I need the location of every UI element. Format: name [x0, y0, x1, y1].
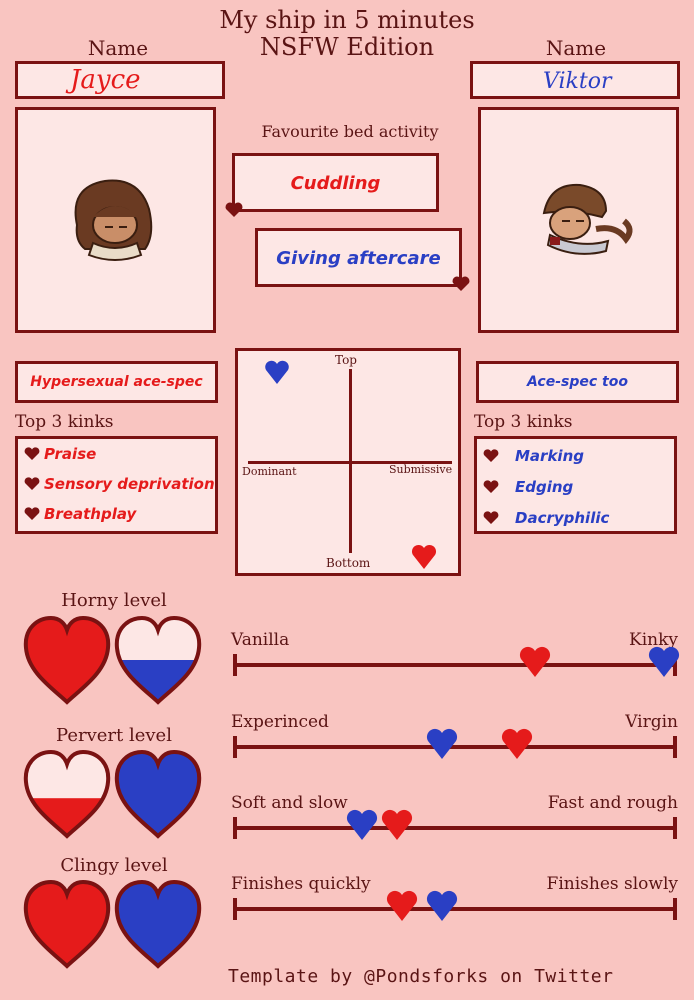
heart-icon: [483, 480, 499, 494]
right-name-box[interactable]: [470, 61, 680, 99]
right-name-label: Name: [545, 36, 607, 60]
chart-label-bottom: Bottom: [326, 556, 371, 570]
footer-credit: Template by @Pondsforks on Twitter: [228, 966, 614, 987]
right-name-value: Viktor: [543, 69, 612, 94]
pervert-level-label: Pervert level: [56, 725, 172, 746]
right-bed-answer-box[interactable]: [255, 228, 462, 287]
red-slider-heart[interactable]: [385, 888, 419, 922]
scale-start-tick: [233, 898, 237, 920]
pervert-red-heart: [22, 748, 112, 840]
clingy-red-heart: [22, 878, 112, 970]
left-kinks-list: [15, 436, 218, 534]
heart-icon: [483, 511, 499, 525]
right-orientation: Ace-spec too: [527, 374, 628, 390]
scale-start-tick: [233, 817, 237, 839]
scale-end-tick: [673, 736, 677, 758]
list-item: Praise: [24, 445, 96, 463]
blue-slider-heart[interactable]: [345, 807, 379, 841]
left-character-chibi: [15, 107, 216, 333]
red-heart-marker: [411, 543, 437, 571]
chart-label-right: Submissive: [389, 463, 453, 476]
scale-track: [233, 826, 677, 830]
heart-icon: [24, 507, 40, 521]
scale-right-label: Virgin: [625, 712, 678, 732]
list-item: Edging: [483, 478, 573, 496]
page-title: My ship in 5 minutes: [219, 6, 475, 34]
right-orientation-box[interactable]: [476, 361, 679, 403]
left-portrait-frame: [15, 107, 216, 333]
chart-label-left: Dominant: [242, 465, 297, 478]
horny-blue-fill: [113, 660, 203, 706]
blue-heart-marker: [264, 359, 290, 385]
left-bed-answer: Cuddling: [290, 173, 381, 194]
right-bed-heart-icon: [452, 276, 470, 292]
left-name-value: Jayce: [70, 65, 141, 95]
scale-end-tick: [673, 817, 677, 839]
scale-right-label: Kinky: [629, 630, 678, 650]
right-character-chibi: [478, 107, 679, 333]
heart-icon: [24, 447, 40, 461]
list-item: Dacryphilic: [483, 509, 609, 527]
left-name-box[interactable]: [15, 61, 225, 99]
horny-red-heart: [22, 614, 112, 706]
scale-left-label: Experinced: [231, 712, 329, 732]
heart-icon: [24, 477, 40, 491]
scale-start-tick: [233, 654, 237, 676]
position-chart: [235, 348, 461, 576]
left-bed-heart-icon: [225, 202, 243, 218]
page-subtitle: NSFW Edition: [259, 33, 435, 61]
heart-icon: [483, 449, 499, 463]
scale-track: [233, 663, 677, 667]
right-portrait-frame: [478, 107, 679, 333]
left-orientation-box[interactable]: [15, 361, 218, 403]
red-slider-heart[interactable]: [500, 726, 534, 760]
bed-activity-title: Favourite bed activity: [261, 122, 439, 141]
blue-slider-heart[interactable]: [425, 888, 459, 922]
left-name-label: Name: [87, 36, 149, 60]
left-kinks-title: Top 3 kinks: [15, 412, 114, 432]
right-kinks-list: [474, 436, 677, 534]
clingy-blue-heart: [113, 878, 203, 970]
right-bed-answer: Giving aftercare: [276, 248, 441, 269]
blue-slider-heart[interactable]: [425, 726, 459, 760]
list-item: Sensory deprivation: [24, 475, 215, 493]
scale-start-tick: [233, 736, 237, 758]
chart-label-top: Top: [335, 353, 357, 367]
scale-right-label: Finishes slowly: [546, 874, 678, 894]
blue-slider-heart[interactable]: [647, 644, 681, 678]
pervert-blue-heart: [113, 748, 203, 840]
horny-blue-heart: [113, 614, 203, 706]
left-bed-answer-box[interactable]: [232, 153, 439, 212]
horny-level-label: Horny level: [61, 590, 167, 611]
list-item: Breathplay: [24, 505, 136, 523]
left-orientation: Hypersexual ace-spec: [30, 374, 203, 390]
scale-left-label: Finishes quickly: [231, 874, 371, 894]
right-kinks-title: Top 3 kinks: [474, 412, 573, 432]
red-slider-heart[interactable]: [380, 807, 414, 841]
scale-left-label: Soft and slow: [231, 793, 348, 813]
list-item: Marking: [483, 447, 584, 465]
clingy-level-label: Clingy level: [60, 855, 168, 876]
scale-end-tick: [673, 898, 677, 920]
scale-left-label: Vanilla: [231, 630, 290, 650]
scale-right-label: Fast and rough: [547, 793, 678, 813]
red-slider-heart[interactable]: [518, 644, 552, 678]
